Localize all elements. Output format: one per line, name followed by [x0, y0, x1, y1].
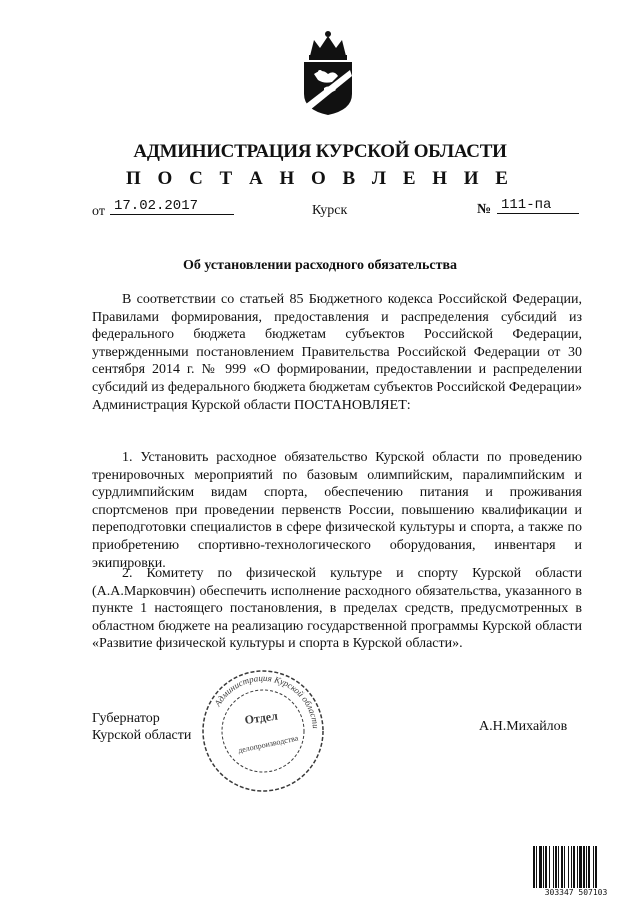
- crown-icon: [309, 31, 347, 60]
- clause-1-paragraph: 1. Установить расходное обязательство Курской области по проведению тренировочных мероприятий по базовым олимпийским, паралимпийским и сурдлимпийским видам спорта, обеспечению питания и проживания спортсменов при проведении первенств России, повышению квалификации и переподготовки специалистов в сфере физической культуры и спорта, а также по приобретению спортивно-технологического оборудования, инвентаря и экипировки.: [92, 450, 582, 571]
- date-label: от: [92, 204, 105, 219]
- document-number: 111-па: [497, 197, 579, 214]
- barcode-bar: [536, 846, 537, 888]
- barcode-bar: [561, 846, 563, 888]
- signatory-title-line1: Губернатор: [92, 711, 160, 726]
- barcode-bar: [577, 846, 578, 888]
- barcode-bar: [588, 846, 590, 888]
- barcode-graphic: [532, 846, 620, 888]
- office-stamp: [200, 668, 326, 794]
- city-name: Курск: [312, 203, 348, 218]
- barcode-bar: [543, 846, 544, 888]
- signatory-title: [92, 710, 191, 744]
- barcode-bar: [586, 846, 587, 888]
- barcode-bar: [595, 846, 597, 888]
- barcode-bar: [593, 846, 594, 888]
- organization-title: АДМИНИСТРАЦИЯ КУРСКОЙ ОБЛАСТИ: [133, 141, 507, 162]
- clause-2-paragraph: 2. Комитету по физической культуре и спорту Курской области (А.А.Марковчин) обеспечить исполнение расходного обязательства, указанного в пункте 1 настоящего постановления, в пределах средств, предусмотренных в областном бюджете на реализацию государственной программы Курской области «Развитие физической культуры и спорта в Курской области».: [92, 566, 582, 652]
- coat-of-arms-emblem: [296, 30, 360, 116]
- barcode-bar: [539, 846, 542, 888]
- barcode-bar: [583, 846, 585, 888]
- document-type-title: П О С Т А Н О В Л Е Н И Е: [126, 168, 514, 189]
- barcode-bar: [555, 846, 557, 888]
- signatory-name: А.Н.Михайлов: [479, 719, 568, 734]
- barcode-bar: [579, 846, 582, 888]
- barcode-bar: [564, 846, 565, 888]
- document-date: 17.02.2017: [110, 198, 234, 215]
- barcode-bar: [558, 846, 559, 888]
- number-label: №: [477, 202, 492, 217]
- preamble-paragraph: В соответствии со статьей 85 Бюджетного кодекса Российской Федерации, Правилами формирования, предоставления и распределения субсидий из федерального бюджета бюджетам субъектов Российской Федерации, утвержденными постановлением Правительства Российской Федерации от 30 сентября 2014 г. № 999 «О формировании, предоставлении и распределении субсидий из федерального бюджета бюджетам субъектов Российской Федерации» Администрация Курской области ПОСТАНОВЛЯЕТ:: [92, 292, 582, 413]
- stamp-line2: делопроизводства: [237, 733, 299, 755]
- barcode-bar: [545, 846, 547, 888]
- barcode-bar: [568, 846, 569, 888]
- barcode-number: 303347 507103: [544, 888, 608, 897]
- stamp-ring-text: Администрация Курской области: [212, 672, 321, 730]
- barcode-bar: [549, 846, 550, 888]
- document-subject: Об установлении расходного обязательства: [182, 258, 458, 273]
- stamp-line1: Отдел: [243, 708, 279, 727]
- barcode-bar: [553, 846, 554, 888]
- barcode-bar: [533, 846, 535, 888]
- signatory-title-line2: Курской области: [92, 728, 192, 743]
- barcode-bar: [571, 846, 572, 888]
- barcode-bar: [573, 846, 575, 888]
